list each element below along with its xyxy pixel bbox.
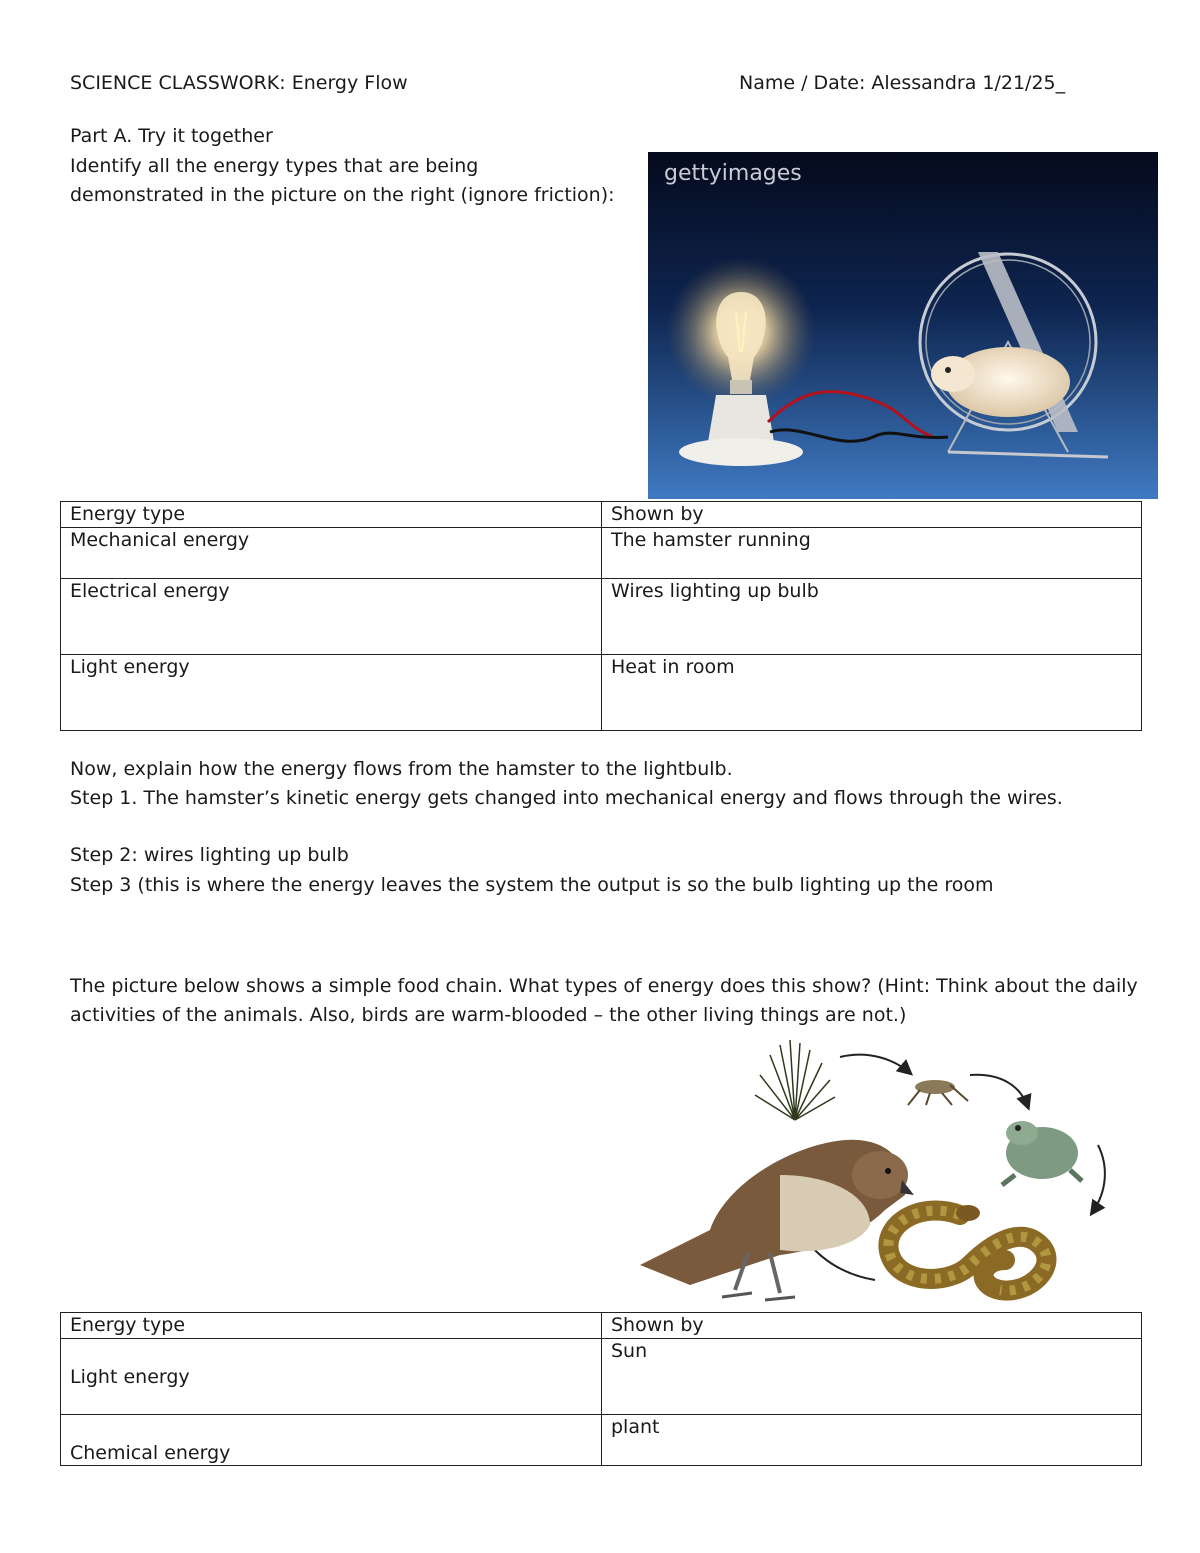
table-header-cell: Energy type xyxy=(61,502,602,528)
frog-icon xyxy=(1002,1121,1082,1185)
energy-type-cell[interactable]: Electrical energy xyxy=(61,579,602,655)
food-chain-prompt: The picture below shows a simple food chain. What types of energy does this show? (Hint: Think about the daily activities of the animals. Also, birds are warm-blooded – the other living things are not.) xyxy=(70,975,1138,1026)
energy-table-2 xyxy=(60,1312,1142,1466)
hawk-icon xyxy=(640,1140,914,1300)
snake-icon xyxy=(888,1205,1046,1291)
energy-table-1 xyxy=(60,501,1142,731)
flow-step-3: Step 3 (this is where the energy leaves the system the output is so the bulb lighting up the room xyxy=(70,874,994,896)
flow-step-2: Step 2: wires lighting up bulb xyxy=(70,844,349,866)
energy-type-cell[interactable]: Chemical energy xyxy=(61,1415,602,1466)
shown-by-cell[interactable]: plant xyxy=(602,1415,1142,1466)
shown-by-cell[interactable]: Wires lighting up bulb xyxy=(602,579,1142,655)
worksheet-title: SCIENCE CLASSWORK: Energy Flow xyxy=(70,72,408,94)
name-date-field: Name / Date: Alessandra 1/21/25_ xyxy=(739,72,1066,94)
table-row xyxy=(61,579,1142,655)
energy-type-cell[interactable]: Light energy xyxy=(61,1339,602,1415)
part-a-prompt: Identify all the energy types that are being demonstrated in the picture on the right (ignore friction): xyxy=(70,155,615,206)
flow-intro: Now, explain how the energy flows from the hamster to the lightbulb. xyxy=(70,758,733,780)
table-header-row xyxy=(61,1313,1142,1339)
flow-step-1: Step 1. The hamster’s kinetic energy gets changed into mechanical energy and flows through the wires. xyxy=(70,787,1063,809)
getty-watermark: gettyimages xyxy=(664,161,802,186)
table-row xyxy=(61,1339,1142,1415)
part-a-heading: Part A. Try it together xyxy=(70,125,273,147)
table-row xyxy=(61,1415,1142,1466)
table-row xyxy=(61,528,1142,579)
food-chain-illustration xyxy=(630,1035,1130,1310)
table-row xyxy=(61,655,1142,731)
energy-type-cell[interactable]: Light energy xyxy=(61,655,602,731)
shown-by-cell[interactable]: Sun xyxy=(602,1339,1142,1415)
table-header-cell: Energy type xyxy=(61,1313,602,1339)
hamster-lightbulb-photo xyxy=(648,152,1158,499)
shown-by-cell[interactable]: The hamster running xyxy=(602,528,1142,579)
shown-by-cell[interactable]: Heat in room xyxy=(602,655,1142,731)
table-header-row xyxy=(61,502,1142,528)
grasshopper-icon xyxy=(908,1080,968,1105)
table-header-cell: Shown by xyxy=(602,1313,1142,1339)
table-header-cell: Shown by xyxy=(602,502,1142,528)
grass-icon xyxy=(755,1040,835,1120)
energy-type-cell[interactable]: Mechanical energy xyxy=(61,528,602,579)
